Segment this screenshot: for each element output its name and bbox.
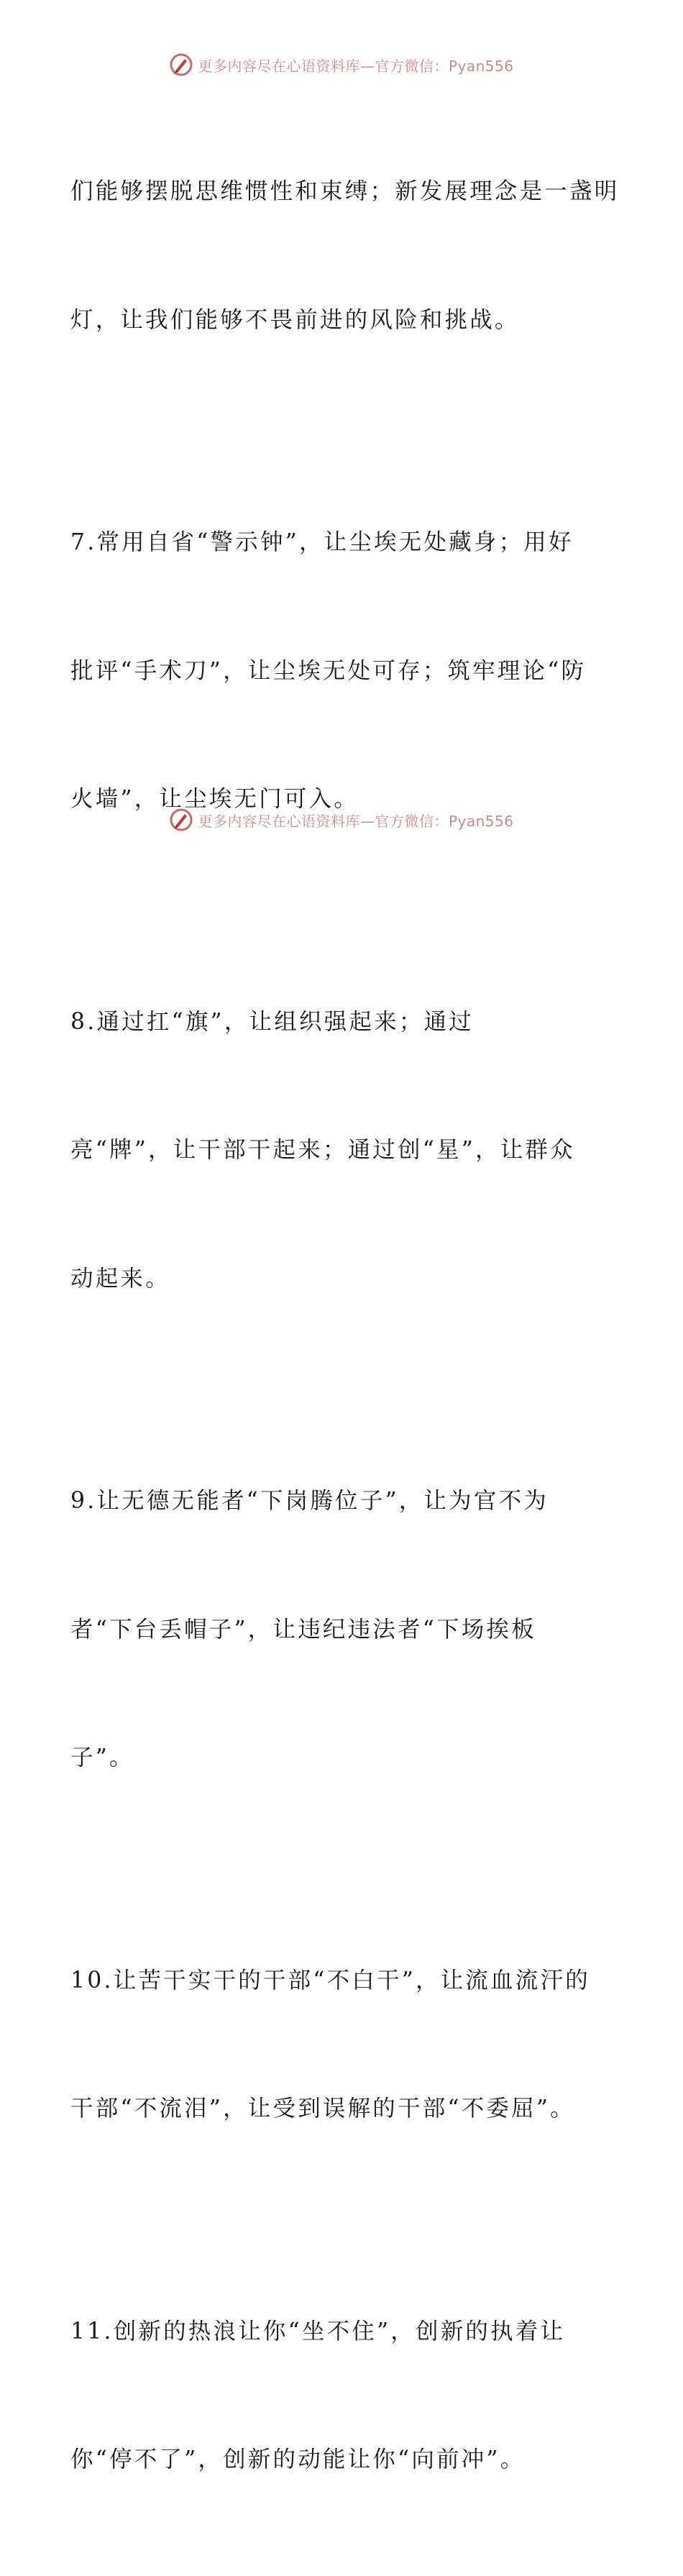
text-line: 者“下台丢帽子”，让违纪违法者“下场挨板 [70,1616,536,1643]
text-line: 动起来。 [70,1265,170,1292]
header-banner-text: 更多内容尽在心语资料库—官方微信：Pyan556 [198,57,514,75]
text-line: 批评“手术刀”，让尘埃无处可存；筑牢理论“防 [70,657,587,684]
paragraph-11 [70,2225,617,2567]
paragraph-1 [70,85,620,427]
pen-circle-icon [169,808,193,832]
text-line: 亮“牌”，让干部干起来；通过创“星”，让群众 [70,1137,575,1163]
footer-banner-text: 更多内容尽在心语资料库—官方微信：Pyan556 [198,812,514,830]
text-line: 7.常用自省“警示钟”，让尘埃无处藏身；用好 [70,529,574,555]
text-line: 火墙”，让尘埃无门可入。 [70,786,359,812]
header-banner [0,50,683,79]
text-line: 子”。 [70,1745,134,1771]
text-line: 灯，让我们能够不畏前进的风险和挑战。 [70,306,520,333]
text-line: 们能够摆脱思维惯性和束缚；新发展理念是一盏明 [70,178,620,204]
text-line: 9.让无德无能者“下岗腾位子”，让为官不为 [70,1488,549,1514]
paragraph-10 [70,1874,617,2216]
paragraph-8 [70,915,617,1387]
text-line: 11.创新的热浪让你“坐不住”，创新的执着让 [70,2318,566,2344]
text-line: 干部“不流泪”，让受到误解的干部“不委屈”。 [70,2096,575,2121]
text-line: 10.让苦干实干的干部“不白干”，让流血流汗的 [70,1967,590,1993]
paragraph-9 [70,1394,617,1865]
pen-circle-icon [169,52,193,77]
text-line: 8.通过扛“旗”，让组织强起来；通过 [70,1008,474,1035]
footer-banner [0,805,683,834]
paragraph-7 [70,436,617,907]
text-line: 你“停不了”，创新的动能让你“向前冲”。 [70,2447,526,2472]
document-body [70,85,620,2576]
